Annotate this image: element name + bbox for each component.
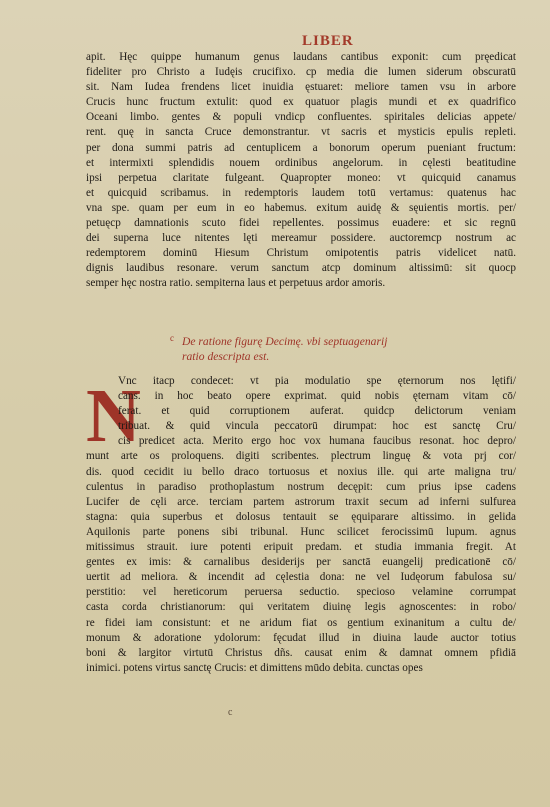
section-heading-line: De ratione figurę Decimę. vbi septuagenarij [182, 335, 388, 348]
text-line: munt arte os proloquens. digiti scribentes. plectrum linguę & vota prj cor/ [86, 450, 516, 463]
text-line: Aquilonis parte ponens sibi tribunal. Hunc scilicet ferocissimū lupum. agnus [86, 525, 516, 538]
text-line: Vnc itacp condecet: vt pia modulatio spe ęternorum nos lętifi/ [118, 375, 516, 387]
text-line: dignis laudibus resonare. verum sanctum atcp dominum altissimū: sit quocp [86, 262, 516, 275]
section-heading-line: ratio descripta est. [182, 350, 270, 363]
section-heading [182, 334, 472, 364]
text-line: cis predicet acta. Merito ergo hoc vox humana faucibus resonat. hoc depro/ [118, 435, 516, 448]
text-line: fideliter pro Christo a Iudęis crucifixo. cp media die lumen siderum obscuratū [86, 66, 516, 79]
text-line: et quicquid scribamus. in redemptoris laudem totū vertamus: quatenus hac [86, 186, 516, 199]
text-line: culentus in paradiso prothoplastum nostrum decępit: cum prius ipse cadens [86, 480, 516, 493]
text-line: petuęcp damnationis scuto fidei repellentes. possimus euadere: et sic regnū [86, 217, 516, 230]
text-line: monum & adoratione ydolorum: fęcudat illud in diuina laude auctor totius [86, 631, 516, 644]
text-line: uertit ad meliora. & incendit ad cęlestia dona: ne vel Iudęorum fabulosa su/ [86, 571, 516, 584]
decorated-initial: N [86, 374, 141, 458]
text-line: sit. Nam Iudea frendens licet inuidia ęstuaret: meliore tamen vsu in arbore [86, 81, 516, 94]
text-line: dis. quod cecidit iu bello draco tortuosus et noxius ille. qui arte maligna tru/ [86, 465, 516, 478]
text-line: rent. quę in sancta Cruce demonstrantur. vt sacris et mysticis epulis repleti. [86, 126, 516, 139]
text-line: Oceani limbo. gentes & populi vndicp confluentes. spiritales delicias appete/ [86, 111, 516, 124]
text-line: ferat. et quid corruptionem auferat. quidcp delictorum veniam [118, 405, 516, 418]
text-line: stagna: quia superbus et dolosus tentauit se ęquiparare altissimo. in gelida [86, 510, 516, 523]
text-line: tribuat. & quid vincula peccatorū dirumpat: hoc est sanctę Cru/ [118, 420, 516, 433]
text-line: apit. Hęc quippe humanum genus laudans cantibus exponit: cum pręedicat [86, 51, 516, 63]
text-line: re fidei iam consistunt: et ne aridum fiat os gentium exinanitum a cultu de/ [86, 616, 516, 629]
text-block-1 [86, 50, 516, 292]
text-block-2 [86, 374, 516, 676]
text-line: vna spe. quam per eum in eo habemus. exitum auidę & sęuientis mortis. per/ [86, 201, 516, 214]
text-line: mitissimus strauit. iure potenti eripuit predam. et studia immania fregit. At [86, 541, 516, 554]
heading-mark: c [170, 333, 174, 343]
text-line: Crucis hunc fructum extulit: quod ex quatuor plagis mundi et ex quadrifico [86, 96, 516, 109]
text-line: et intermixti splendidis nouem ordinibus angelorum. in cęlesti beatitudine [86, 156, 516, 169]
text-line: dei superna luce nitentes lęti mereamur possidere. auctoremcp nostrum ac [86, 232, 516, 245]
text-line: ipsi perpetua claritate fulgeant. Quapropter moneo: vt quicquid canamus [86, 171, 516, 184]
text-line: Lucifer de cęli arce. terciam partem astrorum traxit secum ad inferni sulfurea [86, 495, 516, 508]
text-line: cans. in hoc beato opere exprimat. quid nobis ęternam vitam cō/ [118, 390, 516, 403]
text-line: inimici. potens virtus sanctę Crucis: et dimittens mūdo debita. cunctas opes [86, 661, 423, 674]
text-line: perstitio: vel hereticorum peruersa seductio. specioso velamine corrumpat [86, 586, 516, 599]
folio-mark: c [228, 707, 233, 718]
text-line: per dona summi patris ad centuplicem a bonorum operum pueniant fructum: [86, 141, 516, 154]
text-line: boni & largitor virtutū Christus dñs. causat enim & damnat omnem pfidiā [86, 646, 516, 659]
text-line: gentes ex imis: & carnalibus desiderijs per sanctā euangelij predicationē cō/ [86, 556, 516, 569]
text-line: redemptorem dominū Hiesum Christum omipotentis patris videlicet natū. [86, 247, 516, 260]
text-line: casta corda christianorum: qui veritatem diuinę legis agnoscentes: in robo/ [86, 601, 516, 614]
running-head: LIBER [302, 33, 354, 49]
text-line: semper hęc nostra ratio. sempiterna laus et perpetuus ardor amoris. [86, 277, 386, 290]
